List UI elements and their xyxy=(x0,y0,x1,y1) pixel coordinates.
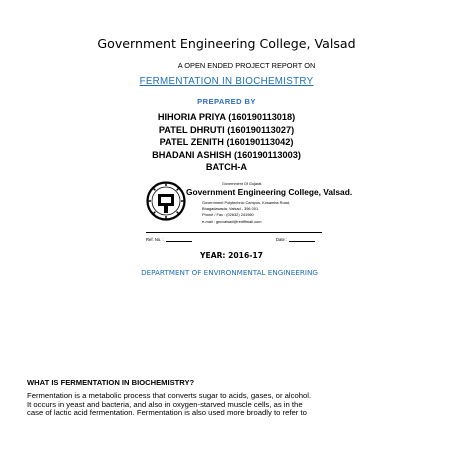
ref-blank xyxy=(166,241,192,242)
letterhead-college-name: Government Engineering College, Valsad. xyxy=(186,187,353,197)
department-name: DEPARTMENT OF ENVIRONMENTAL ENGINEERING xyxy=(141,268,318,277)
student-name: PATEL DHRUTI (160190113027) xyxy=(158,124,295,135)
body-line: case of lactic acid fermentation. Fermentation is also used more broadly to refer to xyxy=(27,408,307,418)
ref-number-field xyxy=(146,237,192,242)
student-list xyxy=(0,111,453,174)
report-type-line: A OPEN ENDED PROJECT REPORT ON xyxy=(177,61,316,70)
address-line: Bhagadawada, Valsad - 396 001. xyxy=(202,206,260,212)
report-topic: FERMENTATION IN BIOCHEMISTRY xyxy=(139,76,314,87)
body-line: Fermentation is a metabolic process that converts sugar to acids, gases, or alcohol. xyxy=(27,391,312,400)
date-label: Date : xyxy=(276,237,288,242)
address-line: Government Polytechnic Campus, Kosamba Road, xyxy=(202,200,291,205)
date-field xyxy=(276,237,315,242)
student-name: BHADANI ASHISH (160190113003) xyxy=(152,149,301,160)
college-emblem-icon xyxy=(146,181,186,221)
academic-year: YEAR: 2016-17 xyxy=(200,251,263,260)
student-name: HIHORIA PRIYA (160190113018) xyxy=(157,112,296,122)
date-blank xyxy=(289,241,315,242)
address-line: e-mail : gecvalsad@rediffmail.com xyxy=(202,218,262,224)
letterhead-government-label: Government Of Gujarat xyxy=(222,182,262,186)
ref-label: Ref. No. : xyxy=(146,237,164,242)
section-body xyxy=(27,392,427,418)
batch-label: BATCH-A xyxy=(205,162,248,173)
address-line: Phone / Fax : (02632) 241960 xyxy=(202,212,254,218)
body-line: It occurs in yeast and bacteria, and also in oxygen-starved muscle cells, as in the xyxy=(27,399,303,409)
letterhead-divider xyxy=(146,232,322,233)
letterhead-address xyxy=(202,200,290,225)
college-title: Government Engineering College, Valsad xyxy=(97,36,356,51)
student-name: PATEL ZENITH (160190113042) xyxy=(159,137,294,148)
prepared-by-label: PREPARED BY xyxy=(197,97,256,106)
section-heading: WHAT IS FERMENTATION IN BIOCHEMISTRY? xyxy=(27,378,195,387)
